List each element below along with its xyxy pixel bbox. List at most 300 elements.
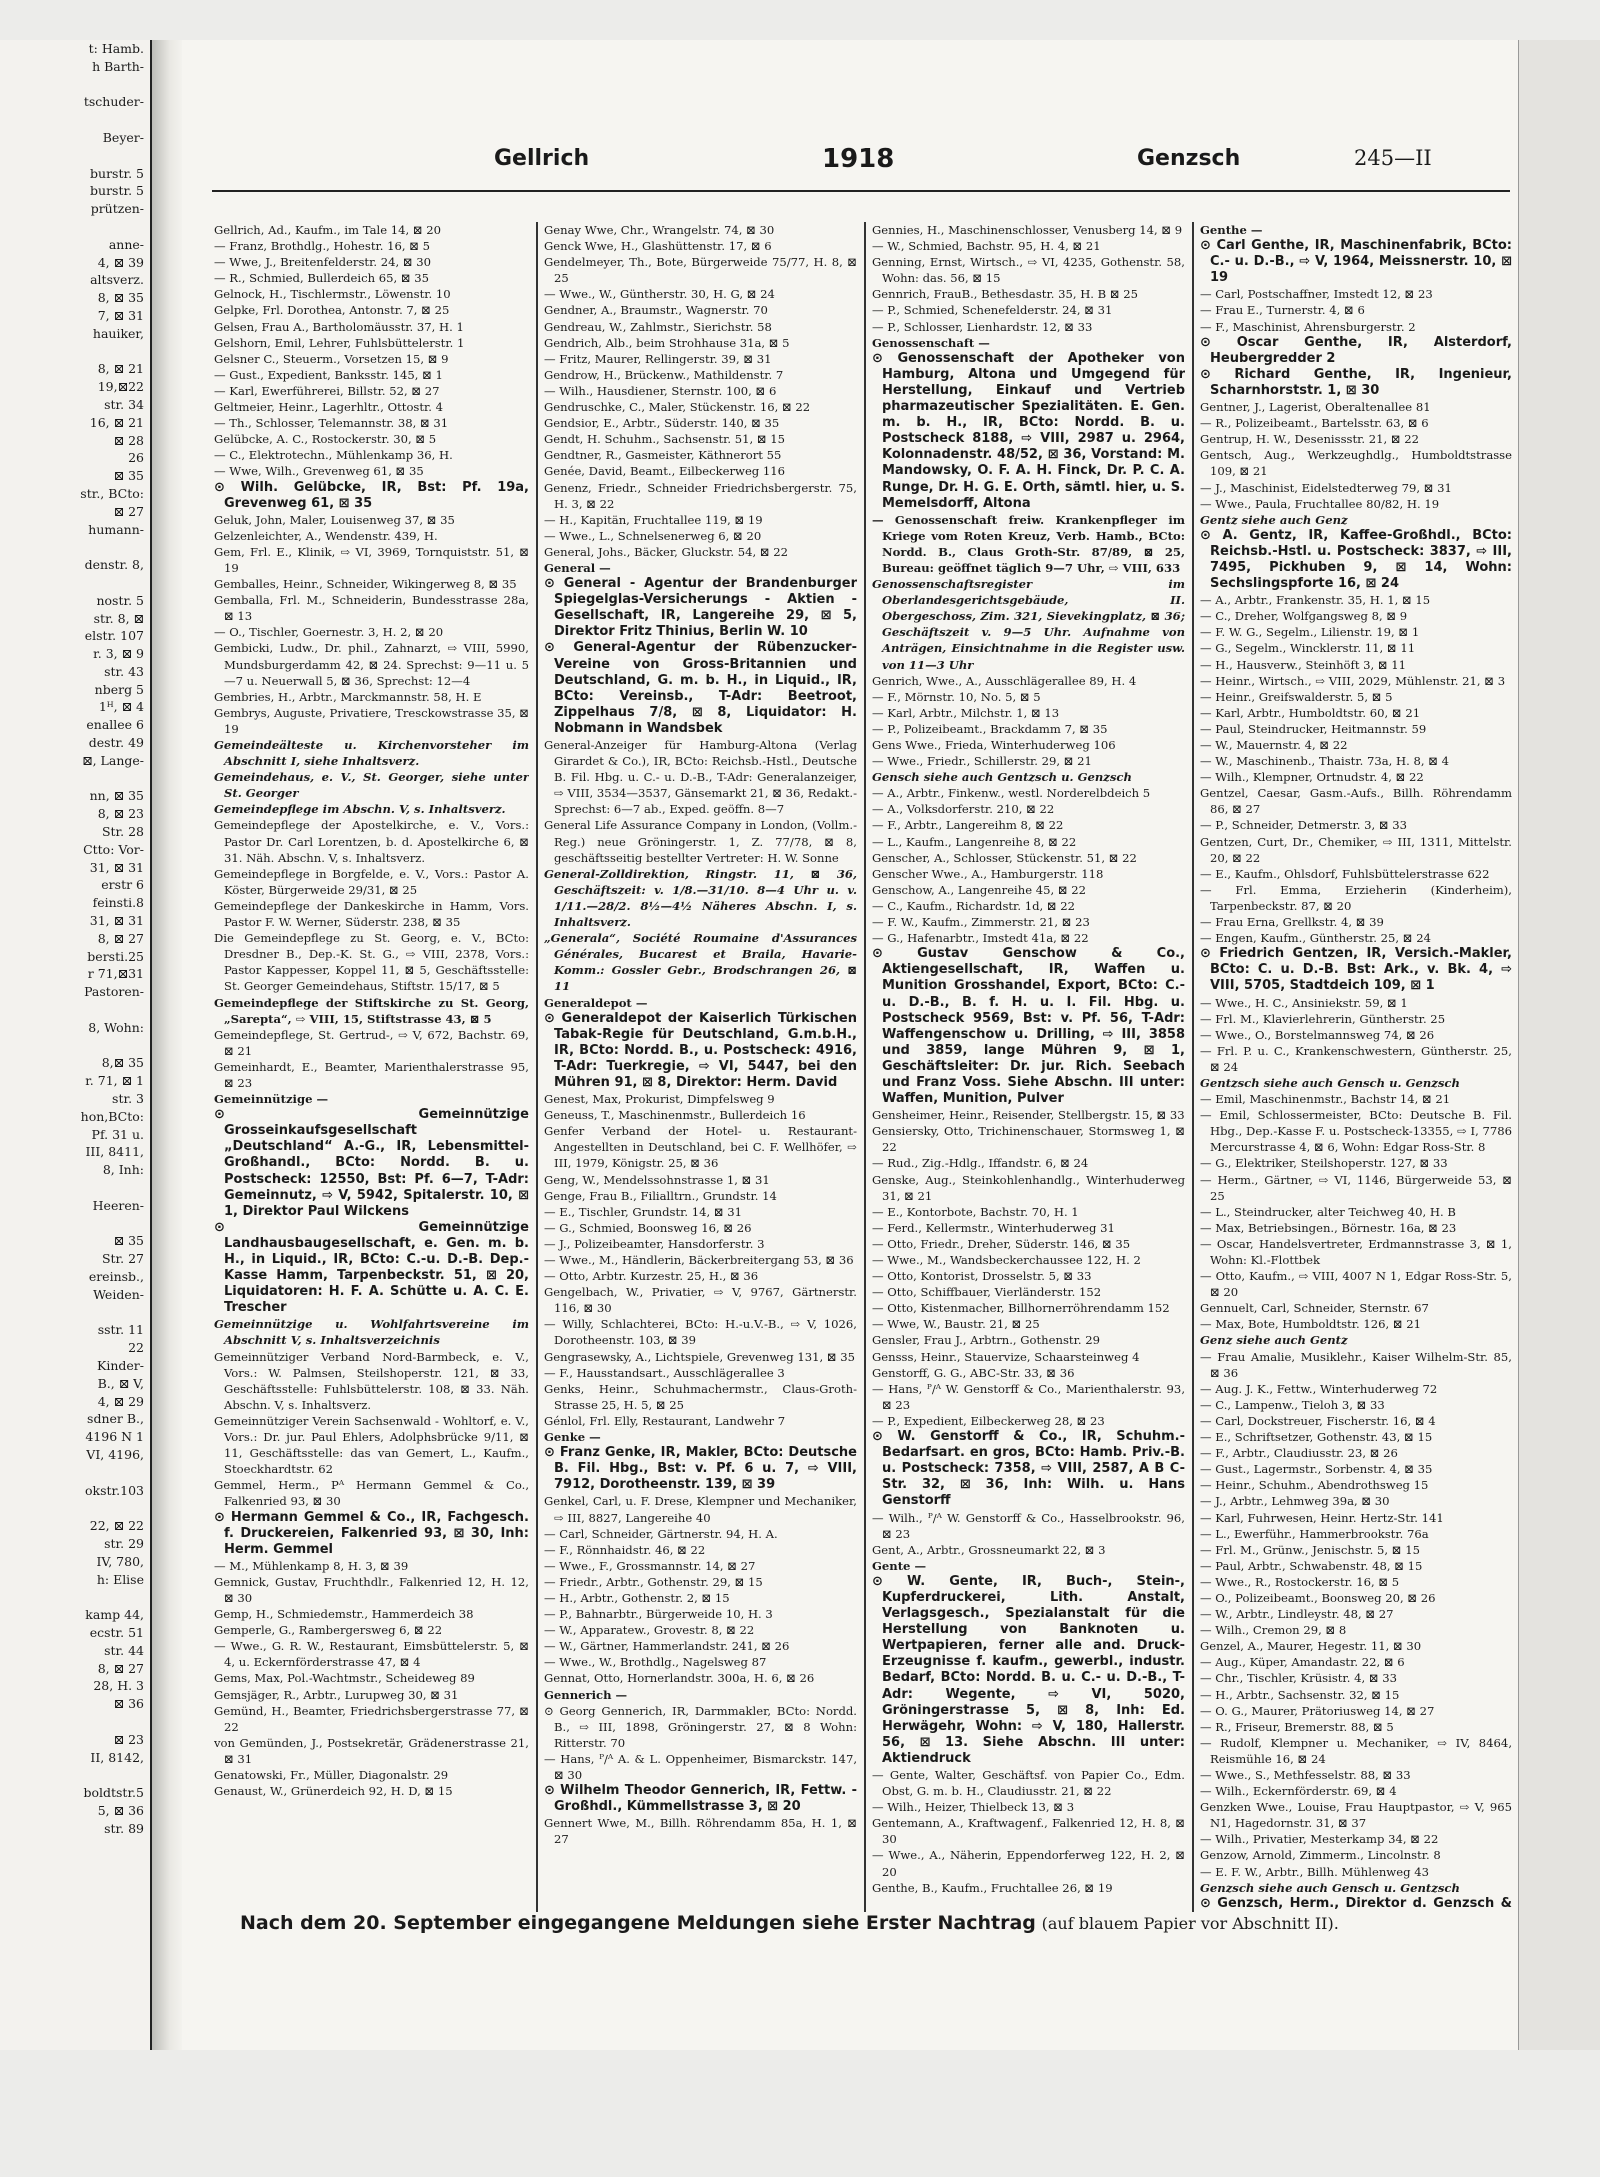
directory-entry: — Karl, Arbtr., Humboldtstr. 60, ⊠ 21 [1200, 705, 1421, 720]
directory-entry: — Otto, Kistenmacher, Billhornerröhrendamm 152 [872, 1301, 1170, 1316]
directory-entry: — C., Lampenw., Tieloh 3, ⊠ 33 [1200, 1397, 1385, 1412]
directory-entry: — P., Expedient, Eilbeckerweg 28, ⊠ 23 [872, 1413, 1105, 1428]
directory-entry: — Gente, Walter, Geschäftsf. von Papier Co., Edm. Obst, G. m. b. H., Claudiusstr. 21, ⊠ 22 [872, 1768, 1185, 1799]
directory-entry: Gendruschke, C., Maler, Stückenstr. 16, ⊠ 22 [544, 400, 811, 415]
directory-entry: Gelsen, Frau A., Bartholomäusstr. 37, H. 1 [214, 319, 464, 334]
directory-entry: Gentzen, Curt, Dr., Chemiker, ⇨ III, 1311, Mittelstr. 20, ⊠ 22 [1200, 834, 1512, 865]
directory-entry: Genscher, A., Schlosser, Stückenstr. 51, ⊠ 22 [872, 850, 1137, 865]
directory-entry: Genge, Frau B., Filialltrn., Grundstr. 14 [544, 1188, 777, 1203]
directory-entry: Gemeindehaus, e. V., St. Georger, siehe unter St. Georger [214, 770, 529, 801]
directory-entry: — Wwe., Friedr., Schillerstr. 29, ⊠ 21 [872, 754, 1092, 769]
directory-entry: — Aug. J. K., Fettw., Winterhuderweg 72 [1200, 1381, 1438, 1396]
directory-entry: ⊙ General-Agentur der Rübenzucker-Vereine von Gross-Britannien und Deutschland, G. m. b. H., in Liquid., IR, BCto: Vereinsb., T-Adr: Beetroot, Zippelhaus 7/8, ⊠ 8, Liquidator: H. Nobmann in Wandsbek [544, 640, 857, 736]
directory-entry: Gendrich, Alb., beim Strohhause 31a, ⊠ 5 [544, 335, 790, 350]
directory-entry: — F., Hausstandsart., Ausschlägerallee 3 [544, 1365, 785, 1380]
directory-entry: — A., Arbtr., Finkenw., westl. Norderelbdeich 5 [872, 786, 1151, 801]
previous-page-line: VI, 4196, [86, 1446, 144, 1462]
directory-entry: — Wilh., Hausdiener, Sternstr. 100, ⊠ 6 [544, 383, 777, 398]
previous-page-line [0, 1713, 150, 1731]
directory-entry: Gennies, H., Maschinenschlosser, Venusberg 14, ⊠ 9 [872, 223, 1183, 237]
previous-page-line: III, 8411, [85, 1144, 144, 1160]
directory-entry: — L., Steindrucker, alter Teichweg 40, H. B [1200, 1204, 1456, 1219]
directory-entry: — P., Bahnarbtr., Bürgerweide 10, H. 3 [544, 1607, 773, 1622]
directory-entry: Gentsch, Aug., Werkzeughdlg., Humboldtstrasse 109, ⊠ 21 [1200, 448, 1512, 479]
directory-entry: — Ferd., Kellermstr., Winterhuderweg 31 [872, 1220, 1115, 1235]
previous-page-line: str., BCto: [80, 485, 144, 501]
directory-entry: Genfer Verband der Hotel- u. Restaurant-Angestellten in Deutschland, bei C. F. Wellhöfer, ⇨ III, 1979, Königstr. 25, ⊠ 36 [544, 1124, 857, 1171]
section-heading: Gennerich — [544, 1687, 628, 1702]
previous-page-line: 8, ⊠ 35 [97, 290, 144, 306]
previous-page-line: sstr. 11 [97, 1322, 144, 1338]
directory-entry: Geneuss, T., Maschinenmstr., Bullerdeich 16 [544, 1108, 806, 1123]
directory-entry: Genzel, A., Maurer, Hegestr. 11, ⊠ 30 [1200, 1639, 1422, 1654]
directory-entry: — C., Kaufm., Richardstr. 1d, ⊠ 22 [872, 898, 1076, 913]
directory-entry: — Wwe, Wilh., Grevenweg 61, ⊠ 35 [214, 464, 424, 479]
directory-entry: Genenz, Friedr., Schneider Friedrichsbergerstr. 75, H. 3, ⊠ 22 [544, 480, 857, 511]
directory-entry: Genrich, Wwe., A., Ausschlägerallee 89, H. 4 [872, 673, 1137, 688]
directory-entry: — E., Tischler, Grundstr. 14, ⊠ 31 [544, 1204, 743, 1219]
directory-entry: — F., Maschinist, Ahrensburgerstr. 2 [1200, 319, 1416, 334]
directory-entry: ⊙ A. Gentz, IR, Kaffee-Großhdl., BCto: Reichsb.-Hstl. u. Postscheck: 3837, ⇨ III, 7495, Pickhuben 9, ⊠ 14, Wohn: Sechslingspforte 16, ⊠ 24 [1200, 527, 1512, 592]
directory-entry: Gemeinnützige u. Wohlfahrtsvereine im Abschnitt V, s. Inhaltsverzeichnis [214, 1317, 529, 1348]
directory-entry: — Wilh., Cremon 29, ⊠ 8 [1200, 1623, 1347, 1638]
section-heading: Gente — [872, 1558, 927, 1573]
previous-page-line: Pf. 31 u. [91, 1126, 144, 1142]
directory-entry: — H., Arbtr., Gothenstr. 2, ⊠ 15 [544, 1590, 730, 1605]
previous-page-line: nostr. 5 [96, 592, 144, 608]
directory-entry: — E., Kontorbote, Bachstr. 70, H. 1 [872, 1204, 1079, 1219]
previous-page-line: r 71,⊠31 [87, 966, 144, 982]
directory-entry: — Frl. Emma, Erzieherin (Kinderheim), Tarpenbeckstr. 87, ⊠ 20 [1200, 882, 1512, 913]
directory-entry: — Wwe., W., Güntherstr. 30, H. G, ⊠ 24 [544, 287, 775, 302]
directory-entry: Genest, Max, Prokurist, Dimpfelsweg 9 [544, 1092, 775, 1107]
previous-page-line: h Barth- [92, 58, 144, 74]
directory-entry: Gens Wwe., Frieda, Winterhuderweg 106 [872, 738, 1116, 752]
directory-entry: — P., Schlosser, Lienhardstr. 12, ⊠ 33 [872, 319, 1093, 334]
directory-entry: — W., Apparatew., Grovestr. 8, ⊠ 22 [544, 1623, 755, 1638]
previous-page-line: prützen- [90, 201, 144, 217]
footer-note-text: (auf blauem Papier vor Abschnitt II). [1041, 1914, 1339, 1933]
previous-page-line: str. 43 [104, 663, 144, 679]
directory-entry: — L., Kaufm., Langenreihe 8, ⊠ 22 [872, 834, 1077, 849]
section-heading: — Genossenschaft freiw. Krankenpfleger im Kriege vom Roten Kreuz, Verb. Hamb., BCto: Nordd. B., Claus Groth-Str. 87/89, ⊠ 25, Bureau: geöffnet täglich 9—7 Uhr, ⇨ VIII, 633 [872, 512, 1185, 575]
previous-page-line: str. 89 [104, 1820, 144, 1836]
previous-page-line: 1ᴴ, ⊠ 4 [98, 699, 144, 715]
section-heading: General — [544, 560, 611, 575]
directory-entry: — F., Arbtr., Langereihm 8, ⊠ 22 [872, 818, 1064, 833]
directory-entry: — Wwe., L., Schnelsenerweg 6, ⊠ 20 [544, 528, 762, 543]
directory-entry: Gemünd, H., Beamter, Friedrichsbergerstrasse 77, ⊠ 22 [214, 1703, 529, 1734]
directory-entry: Geltmeier, Heinr., Lagerhltr., Ottostr. 4 [214, 400, 444, 415]
directory-entry: — A., Arbtr., Frankenstr. 35, H. 1, ⊠ 15 [1200, 593, 1431, 608]
page-header [182, 142, 1518, 194]
column-3 [872, 222, 1185, 1910]
previous-page-line: ⊠, Lange- [82, 752, 144, 768]
directory-entry: Gem, Frl. E., Klinik, ⇨ VI, 3969, Tornquiststr. 51, ⊠ 19 [214, 544, 529, 575]
directory-entry: ⊙ Friedrich Gentzen, IR, Versich.-Makler, BCto: C. u. D.-B. Bst: Ark., v. Bk. 4, ⇨ VIII, 5705, Stadtdeich 109, ⊠ 1 [1200, 946, 1512, 994]
directory-entry: General Life Assurance Company in London, (Vollm.-Reg.) neue Gröningerstr. 1, Z. 77/78, ⊠ 8, geschäftsseitig bestellter Vertreter: H. W. Sonne [544, 818, 857, 865]
directory-entry: — Wwe., G. R. W., Restaurant, Eimsbüttelerstr. 5, ⊠ 4, u. Eckernförderstrasse 47, ⊠ 4 [214, 1639, 529, 1670]
directory-entry: ⊙ Gemeinnützige Grosseinkaufsgesellschaft „Deutschland“ A.-G., IR, Lebensmittel-Großhandl., BCto: Nordd. B. u. Postscheck: 12550, Bst: Pf. 6—7, T-Adr: Gemeinnutz, ⇨ V, 5942, Spitalerstr. 10, ⊠ 1, Direktor Paul Wilckens [214, 1107, 529, 1219]
directory-entry: — Aug., Küper, Amandastr. 22, ⊠ 6 [1200, 1655, 1405, 1670]
previous-page-line: 8, ⊠ 27 [97, 930, 144, 946]
directory-entry: — Karl, Fuhrwesen, Heinr. Hertz-Str. 141 [1200, 1510, 1444, 1525]
directory-entry: Gems, Max, Pol.-Wachtmstr., Scheideweg 89 [214, 1671, 475, 1686]
directory-entry: General-Anzeiger für Hamburg-Altona (Verlag Girardet & Co.), IR, BCto: Reichsb.-Hstl., Deutsche B. Fil. Hbg. u. C.- u. D.-B., T-Adr: Generalanzeiger, ⇨ VIII, 3534—3537, Gänsemarkt 21, ⊠ 36, Redakt.-Sprechst: 6—7 ab., Exped. geöffn. 8—7 [544, 738, 857, 817]
previous-page-line: kamp 44, [85, 1607, 144, 1623]
directory-entry: — R., Friseur, Bremerstr. 88, ⊠ 5 [1200, 1719, 1394, 1734]
directory-entry: — H., Kapitän, Fruchtallee 119, ⊠ 19 [544, 512, 763, 527]
directory-entry: — Frl. P. u. C., Krankenschwestern, Güntherstr. 25, ⊠ 24 [1200, 1043, 1512, 1074]
directory-entry: ⊙ Wilh. Gelübcke, IR, Bst: Pf. 19a, Grevenweg 61, ⊠ 35 [214, 479, 529, 511]
directory-entry: ⊙ Genzsch, Herm., Direktor d. Genzsch & [1200, 1895, 1512, 1910]
directory-entry: — Frl. M., Grünw., Jenischstr. 5, ⊠ 15 [1200, 1542, 1420, 1557]
directory-entry: — P., Polizeibeamt., Brackdamm 7, ⊠ 35 [872, 721, 1108, 736]
previous-page-line: nberg 5 [94, 681, 144, 697]
directory-entry: Gemeindepflege, St. Gertrud-, ⇨ V, 672, Bachstr. 69, ⊠ 21 [214, 1027, 529, 1058]
directory-entry: — E., Kaufm., Ohlsdorf, Fuhlsbüttelerstrasse 622 [1200, 866, 1490, 881]
directory-entry: Genning, Ernst, Wirtsch., ⇨ VI, 4235, Gothenstr. 58, Wohn: das. 56, ⊠ 15 [872, 255, 1185, 286]
column-4 [1200, 222, 1512, 1910]
directory-entry: Genzken Wwe., Louise, Frau Hauptpastor, ⇨ V, 965 N1, Hagedornstr. 31, ⊠ 37 [1200, 1800, 1512, 1831]
previous-page-line [0, 343, 150, 361]
directory-entry: — Frl. M., Klavierlehrerin, Güntherstr. 25 [1200, 1011, 1446, 1026]
directory-entry: — G., Segelm., Wincklerstr. 11, ⊠ 11 [1200, 641, 1416, 656]
directory-entry: ⊙ Franz Genke, IR, Makler, BCto: Deutsche B. Fil. Hbg., Bst: v. Pf. 6 u. 7, ⇨ VIII, 7912, Dorotheenstr. 139, ⊠ 39 [544, 1445, 857, 1493]
directory-entry: Gemballes, Heinr., Schneider, Wikingerweg 8, ⊠ 35 [214, 577, 517, 592]
directory-entry: — Engen, Kaufm., Güntherstr. 25, ⊠ 24 [1200, 931, 1431, 946]
previous-page-line: t: Hamb. [88, 41, 144, 56]
previous-page-line: 7, ⊠ 31 [97, 307, 144, 323]
previous-page-line [0, 538, 150, 556]
directory-entry: Gennuelt, Carl, Schneider, Sternstr. 67 [1200, 1301, 1429, 1316]
directory-entry: Genz siehe auch Gentz [1200, 1333, 1348, 1348]
previous-page-line: 8, ⊠ 21 [97, 361, 144, 377]
directory-entry: Gentzel, Caesar, Gasm.-Aufs., Billh. Röhrendamm 86, ⊠ 27 [1200, 786, 1512, 817]
directory-entry: — Wwe., Paula, Fruchtallee 80/82, H. 19 [1200, 496, 1440, 511]
previous-page-line: ⊠ 35 [113, 1233, 144, 1249]
directory-entry: ⊙ W. Genstorff & Co., IR, Schuhm.-Bedarfsart. en gros, BCto: Hamb. Priv.-B. u. Postscheck: 7358, ⇨ VIII, 2587, A B C-Str. 32, ⊠ 36, Inh: Wilh. u. Hans Genstorff [872, 1429, 1185, 1509]
directory-entry: Gentz siehe auch Genz [1200, 512, 1348, 527]
directory-entry: Geng, W., Mendelssohnstrasse 1, ⊠ 31 [544, 1172, 770, 1187]
previous-page-line: 31, ⊠ 31 [89, 859, 144, 875]
previous-page-line: enallee 6 [86, 717, 144, 733]
previous-page-line [0, 147, 150, 165]
previous-page-line: ecstr. 51 [89, 1624, 144, 1640]
directory-entry: — F., Rönnhaidstr. 46, ⊠ 22 [544, 1542, 706, 1557]
directory-entry: — Emil, Schlossermeister, BCto: Deutsche B. Fil. Hbg., Dep.-Kasse F. u. Postscheck-13355, ⇨ I, 7786 Mercurstrasse 4, ⊠ 6, Wohn: Edgar Ross-Str. 8 [1200, 1108, 1512, 1155]
directory-entry: — Wwe., W., Brothdlg., Nagelsweg 87 [544, 1655, 767, 1670]
directory-entry: ⊙ W. Gente, IR, Buch-, Stein-, Kupferdruckerei, Lith. Anstalt, Verlagsgesch., Spezialanstalt für die Herstellung von Banknoten u. Wertpapieren, ferner alle and. Druck-Erzeugnisse f. kaufm., gewerbl., industr. Bedarf, BCto: Nordd. B. u. C.- u. D.-B., T-Adr: Wegente, ⇨ VI, 5020, Gröningerstrasse 5, ⊠ 8, Inh: Ed. Herwägehr, Wohn: ⇨ V, 180, Hallerstr. 56, ⊠ 13. Siehe Abschn. III unter: Aktiendruck [872, 1573, 1185, 1766]
directory-entry: ⊙ Richard Genthe, IR, Ingenieur, Scharnhorststr. 1, ⊠ 30 [1200, 366, 1512, 398]
directory-entry: Genatowski, Fr., Müller, Diagonalstr. 29 [214, 1768, 449, 1782]
previous-page-line: hauiker, [92, 325, 144, 341]
previous-page-line: ⊠ 28 [113, 432, 144, 448]
previous-page-line: IV, 780, [96, 1553, 144, 1569]
previous-page-line: str. 44 [104, 1642, 144, 1658]
directory-entry: — E., Schriftsetzer, Gothenstr. 43, ⊠ 15 [1200, 1430, 1433, 1445]
directory-entry: Gennat, Otto, Hornerlandstr. 300a, H. 6, ⊠ 26 [544, 1671, 815, 1686]
previous-page-line: 4, ⊠ 39 [97, 254, 144, 270]
directory-entry: Genay Wwe, Chr., Wrangelstr. 74, ⊠ 30 [544, 223, 775, 237]
previous-page-line: Ctto: Vor- [83, 841, 144, 857]
directory-entry: — H., Arbtr., Sachsenstr. 32, ⊠ 15 [1200, 1687, 1400, 1702]
directory-entry: — Wwe., S., Methfesselstr. 88, ⊠ 33 [1200, 1768, 1411, 1782]
directory-entry: — Wwe., R., Rostockerstr. 16, ⊠ 5 [1200, 1574, 1400, 1589]
directory-entry: — Wwe, J., Breitenfelderstr. 24, ⊠ 30 [214, 255, 431, 270]
previous-page-line: 8, Wohn: [88, 1019, 144, 1035]
directory-entry: — Carl, Postschaffner, Imstedt 12, ⊠ 23 [1200, 287, 1433, 302]
directory-entry: — Th., Schlosser, Telemannstr. 38, ⊠ 31 [214, 416, 449, 431]
directory-entry: Gendner, A., Braumstr., Wagnerstr. 70 [544, 303, 768, 318]
directory-entry: — G., Schmied, Boonsweg 16, ⊠ 26 [544, 1220, 752, 1235]
previous-page-line: II, 8142, [90, 1749, 144, 1765]
page-number: 245—II [1354, 146, 1432, 170]
directory-entry: — Frau Amalie, Musiklehr., Kaiser Wilhelm-Str. 85, ⊠ 36 [1200, 1349, 1512, 1380]
previous-page-line: okstr.103 [85, 1482, 144, 1498]
directory-entry: ⊙ Oscar Genthe, IR, Alsterdorf, Heubergredder 2 [1200, 334, 1512, 366]
column-1 [214, 222, 529, 1910]
directory-entry: — E. F. W., Arbtr., Billh. Mühlenweg 43 [1200, 1864, 1429, 1879]
previous-page-line: 8, Inh: [102, 1162, 144, 1178]
previous-page-line: 22 [128, 1340, 144, 1356]
directory-entry: Gelübcke, A. C., Rostockerstr. 30, ⊠ 5 [214, 432, 437, 447]
previous-page-line [0, 76, 150, 94]
directory-entry: ⊙ General - Agentur der Brandenburger Spiegelglas-Versicherungs - Aktien - Gesellschaft, IR, Langereihe 29, ⊠ 5, Direktor Fritz Thinius, Berlin W. 10 [544, 576, 857, 640]
directory-entry: — P., Schneider, Detmerstr. 3, ⊠ 33 [1200, 818, 1408, 833]
directory-entry: Gendrow, H., Brückenw., Mathildenstr. 7 [544, 367, 784, 382]
directory-entry: Gembicki, Ludw., Dr. phil., Zahnarzt, ⇨ VIII, 5990, Mundsburgerdamm 42, ⊠ 24. Sprechst: 9—11 u. 5—7 u. Neuerwall 5, ⊠ 36, Sprechst: 12—4 [214, 641, 529, 688]
directory-entry: Gemnick, Gustav, Fruchthdlr., Falkenried 12, H. 12, ⊠ 30 [214, 1574, 529, 1605]
directory-entry: — Wwe., O., Borstelmannsweg 74, ⊠ 26 [1200, 1027, 1435, 1042]
directory-entry: Genscher Wwe., A., Hamburgerstr. 118 [872, 866, 1104, 881]
previous-page-line: r. 71, ⊠ 1 [85, 1073, 144, 1089]
directory-entry: — Max, Bote, Humboldtstr. 126, ⊠ 21 [1200, 1317, 1422, 1332]
previous-page-line: 5, ⊠ 36 [97, 1802, 144, 1818]
previous-page-line: B., ⊠ V, [97, 1375, 144, 1391]
directory-entry: — Otto, Schiffbauer, Vierländerstr. 152 [872, 1285, 1102, 1300]
previous-page-line: feinsti.8 [92, 895, 144, 911]
directory-entry: Gensiersky, Otto, Trichinenschauer, Stormsweg 1, ⊠ 22 [872, 1124, 1185, 1155]
directory-entry: — Frau Erna, Grellkstr. 4, ⊠ 39 [1200, 915, 1384, 930]
directory-entry: Gemeindepflege in Borgfelde, e. V., Vors.: Pastor A. Köster, Bürgerweide 29/31, ⊠ 25 [214, 866, 529, 897]
previous-page-line: altsverz. [90, 272, 144, 288]
previous-page-line: erstr 6 [101, 877, 144, 893]
directory-entry: Gemeindepflege im Abschn. V, s. Inhaltsverz. [214, 802, 506, 817]
previous-page-line: str. 34 [104, 396, 144, 412]
header-rule [212, 190, 1510, 192]
previous-page-line [0, 1766, 150, 1784]
directory-entry: ⊙ Genossenschaft der Apotheker von Hamburg, Altona und Umgegend für Herstellung, Einkauf und Vertrieb pharmazeutischer Spezialitäten. E. Gen. m. b. H., IR, BCto: Nordd. B. u. Postscheck 8188, ⇨ VIII, 2987 u. 2964, Kolonnadenstr. 48/52, ⊠ 36, Vorstand: M. Mandowsky, O. F. A. H. Finck, Dr. P. C. A. Runge, Dr. H. G. E. Orth, sämtl. hier, u. S. Memelsdorff, Altona [872, 350, 1185, 511]
section-heading: Gemeindepflege der Stiftskirche zu St. Georg, „Sarepta“, ⇨ VIII, 15, Stiftstrasse 43, ⊠ 5 [214, 995, 529, 1026]
previous-page-line: 4, ⊠ 29 [97, 1393, 144, 1409]
previous-page-line [0, 1499, 150, 1517]
previous-page-line: Pastoren- [84, 984, 144, 1000]
directory-entry: — Fritz, Maurer, Rellingerstr. 39, ⊠ 31 [544, 351, 772, 366]
directory-entry: „Generala“, Société Roumaine d'Assurances Générales, Bucarest et Braila, Havarie-Komm.: Gossler Gebr., Brodschrangen 26, ⊠ 11 [544, 931, 857, 994]
previous-page-line: ⊠ 35 [113, 468, 144, 484]
previous-page-line: 8,⊠ 35 [101, 1055, 144, 1071]
previous-page-line [0, 1304, 150, 1322]
directory-entry: — L., Ewerführ., Hammerbrookstr. 76a [1200, 1526, 1429, 1541]
directory-entry: Gengelbach, W., Privatier, ⇨ V, 9767, Gärtnerstr. 116, ⊠ 30 [544, 1285, 857, 1316]
previous-page-line: elstr. 107 [84, 628, 144, 644]
directory-entry: — G., Hafenarbtr., Imstedt 41a, ⊠ 22 [872, 931, 1089, 946]
directory-entry: — R., Polizeibeamt., Bartelsstr. 63, ⊠ 6 [1200, 416, 1429, 431]
directory-entry: — Wwe., F., Grossmannstr. 14, ⊠ 27 [544, 1558, 756, 1573]
directory-entry: Gelshorn, Emil, Lehrer, Fuhlsbüttelerstr. 1 [214, 335, 465, 350]
directory-entry: — W., Gärtner, Hammerlandstr. 241, ⊠ 26 [544, 1639, 790, 1654]
previous-page-line: ⊠ 36 [113, 1696, 144, 1712]
directory-entry: Gelsner C., Steuerm., Vorsetzen 15, ⊠ 9 [214, 351, 449, 366]
directory-entry: Gemeinnütziger Verband Nord-Barmbeck, e. V., Vors.: W. Palmsen, Steilshoperstr. 121, ⊠ 33, Geschäftsstelle: Fuhlsbüttelerstr. 108, ⊠ 33. Näh. Abschn. V, s. Inhaltsverz. [214, 1349, 529, 1412]
directory-entry: — Karl, Arbtr., Milchstr. 1, ⊠ 13 [872, 705, 1060, 720]
directory-entry: — Gust., Lagermstr., Sorbenstr. 4, ⊠ 35 [1200, 1462, 1433, 1477]
previous-page-line: sdner B., [87, 1411, 144, 1427]
directory-entry: ⊙ Wilhelm Theodor Gennerich, IR, Fettw. - Großhdl., Kümmellstrasse 3, ⊠ 20 [544, 1783, 857, 1815]
directory-entry: Geluk, John, Maler, Louisenweg 37, ⊠ 35 [214, 512, 455, 527]
book-gutter [152, 40, 182, 2050]
directory-entry: — Paul, Arbtr., Schwabenstr. 48, ⊠ 15 [1200, 1558, 1423, 1573]
directory-entry: — Carl, Schneider, Gärtnerstr. 94, H. A. [544, 1526, 778, 1541]
previous-page-line: str. 3 [112, 1091, 144, 1107]
directory-entry: Génlol, Frl. Elly, Restaurant, Landwehr 7 [544, 1413, 786, 1428]
previous-page-line: nn, ⊠ 35 [89, 788, 144, 804]
previous-page-line: Beyer- [102, 129, 144, 145]
directory-entry: — Otto, Arbtr. Kurzestr. 25, H., ⊠ 36 [544, 1269, 759, 1284]
previous-page-line: 22, ⊠ 22 [89, 1518, 144, 1534]
directory-entry: Gemeindepflege der Apostelkirche, e. V., Vors.: Pastor Dr. Carl Lorentzen, b. d. Apostelkirche 6, ⊠ 31. Näh. Abschn. V, s. Inhaltsverz. [214, 818, 529, 865]
previous-page-line: ⊠ 23 [113, 1731, 144, 1747]
directory-entry: Genck Wwe, H., Glashüttenstr. 17, ⊠ 6 [544, 239, 772, 254]
directory-entry: — Wilh., Heizer, Thielbeck 13, ⊠ 3 [872, 1800, 1075, 1815]
directory-entry: — Wwe., H. C., Ansiniekstr. 59, ⊠ 1 [1200, 995, 1408, 1010]
header-last-name: Genzsch [1137, 146, 1241, 171]
previous-page-line: burstr. 5 [90, 183, 144, 199]
previous-page-line [0, 111, 150, 129]
directory-entry: Gensheimer, Heinr., Reisender, Stellbergstr. 15, ⊠ 33 [872, 1108, 1185, 1123]
directory-entry: — Heinr., Greifswalderstr. 5, ⊠ 5 [1200, 689, 1393, 704]
directory-entry: Gendt, H. Schuhm., Sachsenstr. 51, ⊠ 15 [544, 432, 786, 447]
header-first-name: Gellrich [494, 146, 590, 171]
previous-page-line: 19,⊠22 [97, 379, 144, 395]
directory-entry: Gendreau, W., Zahlmstr., Sierichstr. 58 [544, 319, 772, 334]
directory-entry: ⊙ Gustav Genschow & Co., Aktiengesellschaft, IR, Waffen u. Munition Grosshandel, Export, BCto: C.- u. D.-B., B. f. H. u. I. Fil. Hbg. u. Postscheck 9569, Bst: v. Pf. 56, T-Adr: Waffengenschow u. Drilling, ⇨ III, 3858 und 3859, lange Mühren 9, ⊠ 1, Geschäftsleiter: Dr. jur. Rich. Seebach und Franz Voss. Siehe Abschn. III unter: Waffen, Munition, Pulver [872, 946, 1185, 1107]
directory-entry: Gentrup, H. W., Desenissstr. 21, ⊠ 22 [1200, 432, 1420, 447]
column-rule [864, 222, 866, 1912]
previous-page-line [0, 1001, 150, 1019]
previous-page-line: ⊠ 27 [113, 503, 144, 519]
directory-entry: Gembries, H., Arbtr., Marckmannstr. 58, H. E [214, 689, 482, 704]
directory-entry: — Otto, Friedr., Dreher, Süderstr. 146, ⊠ 35 [872, 1236, 1131, 1251]
directory-entry: Gemeindepflege der Dankeskirche in Hamm, Vors. Pastor F. W. Werner, Süderstr. 238, ⊠ 35 [214, 898, 529, 930]
previous-page-line: boldtstr.5 [83, 1785, 144, 1801]
directory-entry: — O., Tischler, Goernestr. 3, H. 2, ⊠ 20 [214, 625, 444, 640]
directory-entry: Genzow, Arnold, Zimmerm., Lincolnstr. 8 [1200, 1848, 1441, 1863]
directory-entry: — Wilh., Klempner, Ortnudstr. 4, ⊠ 22 [1200, 770, 1424, 785]
directory-entry: — W., Mauernstr. 4, ⊠ 22 [1200, 738, 1348, 752]
directory-entry: Gemsjäger, R., Arbtr., Lurupweg 30, ⊠ 31 [214, 1687, 459, 1702]
directory-entry: — Otto, Kaufm., ⇨ VIII, 4007 N 1, Edgar Ross-Str. 5, ⊠ 20 [1200, 1269, 1512, 1300]
directory-entry: — Paul, Steindrucker, Heitmannstr. 59 [1200, 721, 1427, 736]
directory-entry: Gellrich, Ad., Kaufm., im Tale 14, ⊠ 20 [214, 223, 442, 237]
previous-page-line: bersti.25 [87, 948, 144, 964]
directory-entry: Gendsior, E., Arbtr., Süderstr. 140, ⊠ 35 [544, 416, 780, 431]
directory-entry: Gensler, Frau J., Arbtrn., Gothenstr. 29 [872, 1333, 1100, 1348]
directory-entry: Gengrasewsky, A., Lichtspiele, Grevenweg 131, ⊠ 35 [544, 1349, 855, 1364]
directory-entry: — Wwe., A., Näherin, Eppendorferweg 122, H. 2, ⊠ 20 [872, 1848, 1185, 1879]
directory-entry: Gemballa, Frl. M., Schneiderin, Bundesstrasse 28a, ⊠ 13 [214, 593, 529, 624]
previous-page-line [0, 1037, 150, 1055]
directory-entry: Genzsch siehe auch Gensch u. Gentzsch [1200, 1880, 1460, 1895]
directory-entry: — Rud., Zig.-Hdlg., Iffandstr. 6, ⊠ 24 [872, 1156, 1089, 1171]
directory-entry: Gelzenleichter, A., Wendenstr. 439, H. [214, 528, 438, 543]
directory-entry: Gendtner, R., Gasmeister, Käthnerort 55 [544, 448, 782, 463]
directory-entry: — Franz, Brothdlg., Hohestr. 16, ⊠ 5 [214, 239, 431, 254]
footer-note-bold: Nach dem 20. September eingegangene Meldungen siehe Erster Nachtrag [240, 1912, 1036, 1934]
previous-page-line [0, 218, 150, 236]
directory-entry: — C., Elektrotechn., Mühlenkamp 36, H. [214, 448, 453, 463]
directory-entry: Genstorff, G. G., ABC-Str. 33, ⊠ 36 [872, 1365, 1075, 1380]
directory-entry: Gemeindeälteste u. Kirchenvorsteher im Abschnitt I, siehe Inhaltsverz. [214, 738, 529, 769]
directory-entry: — Chr., Tischler, Krüsistr. 4, ⊠ 33 [1200, 1671, 1397, 1686]
previous-page-line: hon,BCto: [80, 1108, 144, 1124]
directory-entry: — F. W., Kaufm., Zimmerstr. 21, ⊠ 23 [872, 915, 1090, 930]
directory-entry: ⊙ Generaldepot der Kaiserlich Türkischen Tabak-Regie für Deutschland, G.m.b.H., IR, BCto: Nordd. B., u. Postscheck: 4916, T-Adr: Tuerkregie, ⇨ VI, 5447, bei den Mühren 91, ⊠ 8, Direktor: Herm. David [544, 1010, 857, 1090]
directory-entry: — J., Maschinist, Eidelstedterweg 79, ⊠ 31 [1200, 480, 1452, 495]
directory-entry: — Wilh., Eckernförderstr. 69, ⊠ 4 [1200, 1784, 1397, 1799]
section-heading: Genossenschaft — [872, 335, 990, 350]
directory-entry: — C., Dreher, Wolfgangsweg 8, ⊠ 9 [1200, 609, 1408, 624]
directory-entry: — Frau E., Turnerstr. 4, ⊠ 6 [1200, 303, 1365, 318]
previous-page-line [0, 1215, 150, 1233]
directory-entry: General-Zolldirektion, Ringstr. 11, ⊠ 36, Geschäftszeit: v. 1/8.—31/10. 8—4 Uhr u. v. 1/11.—28/2. 8½—4½ Näheres Abschn. I, s. Inhaltsverz. [544, 866, 857, 930]
page-edge [1518, 40, 1600, 2050]
column-rule [1192, 222, 1194, 1912]
previous-page-line: Weiden- [93, 1286, 144, 1302]
previous-page-line: str. 29 [104, 1535, 144, 1551]
directory-entry: — Wwe, W., Baustr. 21, ⊠ 25 [872, 1317, 1040, 1332]
directory-entry: — O. G., Maurer, Prätoriusweg 14, ⊠ 27 [1200, 1703, 1435, 1718]
previous-page-fragment [0, 40, 152, 2050]
directory-entry: — Wilh., ᴾ/ᴬ W. Genstorff & Co., Hasselbrookstr. 96, ⊠ 23 [872, 1510, 1185, 1541]
previous-page-line: str. 8, ⊠ [93, 610, 144, 626]
previous-page-line [0, 1464, 150, 1482]
directory-entry: ⊙ Gemeinnützige Landhausbaugesellschaft, e. Gen. m. b. H., in Liquid., IR, BCto: C.-u. D.-B. Dep.-Kasse Hamm, Tarpenbeckstr. 51, ⊠ 20, Liquidatoren: H. F. A. Schütte u. A. C. E. Trescher [214, 1219, 529, 1316]
directory-entry: Gennrich, FrauB., Bethesdastr. 35, H. B ⊠ 25 [872, 287, 1139, 302]
directory-entry: — Heinr., Wirtsch., ⇨ VIII, 2029, Mühlenstr. 21, ⊠ 3 [1200, 673, 1506, 688]
previous-page-line: denstr. 8, [84, 557, 144, 573]
section-heading: Generaldepot — [544, 995, 648, 1010]
directory-entry: — Wwe., M., Händlerin, Bäckerbreitergang 53, ⊠ 36 [544, 1253, 854, 1267]
previous-page-line [0, 1588, 150, 1606]
directory-entry: — Willy, Schlachterei, BCto: H.-u.V.-B., ⇨ V, 1026, Dorotheenstr. 103, ⊠ 39 [544, 1317, 857, 1348]
directory-entry: — Hans, ᴾ/ᴬ A. & L. Oppenheimer, Bismarckstr. 147, ⊠ 30 [544, 1751, 857, 1782]
directory-entry: Gemeinhardt, E., Beamter, Marienthalerstrasse 95, ⊠ 23 [214, 1059, 529, 1090]
previous-page-line: Heeren- [92, 1197, 144, 1213]
directory-entry: Gensss, Heinr., Stauervize, Schaarsteinweg 4 [872, 1349, 1140, 1364]
directory-entry: Gent, A., Arbtr., Grossneumarkt 22, ⊠ 3 [872, 1542, 1106, 1557]
directory-entry: Gemmel, Herm., Pᴬ Hermann Gemmel & Co., Falkenried 93, ⊠ 30 [214, 1478, 529, 1509]
directory-entry: — J., Arbtr., Lehmweg 39a, ⊠ 30 [1200, 1494, 1390, 1509]
previous-page-line: tschuder- [83, 94, 144, 110]
directory-entry: — R., Schmied, Bullerdeich 65, ⊠ 35 [214, 271, 430, 286]
section-heading: Genke — [544, 1430, 601, 1445]
directory-entry: ⊙ Georg Gennerich, IR, Darmmakler, BCto: Nordd. B., ⇨ III, 1898, Gröningerstr. 27, ⊠ 8 Wohn: Ritterstr. 70 [544, 1703, 857, 1750]
directory-entry: Gendelmeyer, Th., Bote, Bürgerweide 75/77, H. 8, ⊠ 25 [544, 255, 857, 286]
directory-entry: — Herm., Gärtner, ⇨ VI, 1146, Bürgerweide 53, ⊠ 25 [1200, 1172, 1512, 1203]
previous-page-line: anne- [108, 236, 144, 252]
